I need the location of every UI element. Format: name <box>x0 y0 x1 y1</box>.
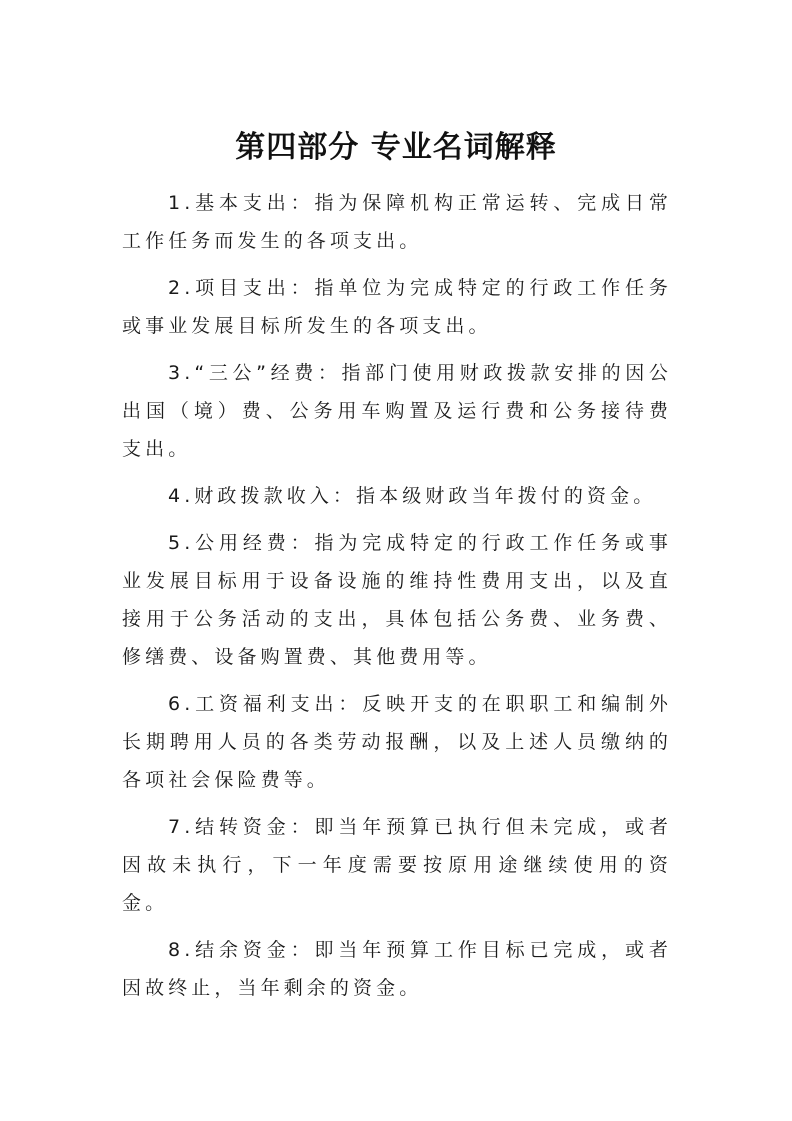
glossary-definition: 反映开支的在职职工和编制外长期聘用人员的各类劳动报酬，以及上述人员缴纳的各项社会保险费等。 <box>122 693 672 791</box>
glossary-term: 8.结余资金： <box>168 939 315 961</box>
glossary-item-5 <box>122 524 672 676</box>
glossary-item-7 <box>122 808 672 922</box>
glossary-body <box>122 184 672 1016</box>
glossary-term: 2.项目支出： <box>168 277 315 299</box>
page-title: 第四部分 专业名词解释 <box>235 130 557 165</box>
glossary-definition: 指部门使用财政拨款安排的因公出国（境）费、公务用车购置及运行费和公务接待费支出。 <box>122 362 673 460</box>
glossary-item-3 <box>122 354 672 468</box>
glossary-term: 4.财政拨款收入： <box>168 485 357 507</box>
glossary-term: 3.“三公”经费： <box>168 362 342 384</box>
glossary-term: 5.公用经费： <box>168 532 315 554</box>
glossary-item-4 <box>122 477 672 515</box>
glossary-term: 6.工资福利支出： <box>168 693 363 715</box>
glossary-item-8 <box>122 931 672 1007</box>
glossary-term: 1.基本支出： <box>168 192 315 214</box>
glossary-item-6 <box>122 685 672 799</box>
glossary-definition: 即当年预算工作目标已完成，或者因故终止，当年剩余的资金。 <box>122 939 672 999</box>
glossary-item-1 <box>122 184 672 260</box>
glossary-definition: 指本级财政当年拨付的资金。 <box>356 485 657 507</box>
glossary-term: 7.结转资金： <box>168 816 315 838</box>
glossary-definition: 指为保障机构正常运转、完成日常工作任务而发生的各项支出。 <box>122 192 672 252</box>
glossary-item-2 <box>122 269 672 345</box>
glossary-definition: 即当年预算已执行但未完成，或者因故未执行，下一年度需要按原用途继续使用的资金。 <box>122 816 672 914</box>
glossary-definition: 指单位为完成特定的行政工作任务或事业发展目标所发生的各项支出。 <box>122 277 672 337</box>
glossary-definition: 指为完成特定的行政工作任务或事业发展目标用于设备设施的维持性费用支出，以及直接用于公务活动的支出，具体包括公务费、业务费、修缮费、设备购置费、其他费用等。 <box>122 532 672 668</box>
